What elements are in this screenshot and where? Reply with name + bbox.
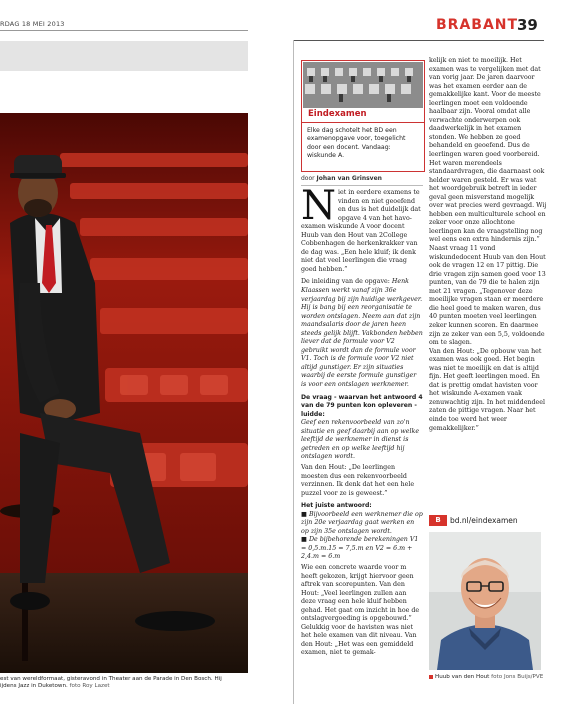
lead-text: iet in eerdere examens te vinden en niet geoefend en dus is het duidelijk dat opgave 4 van het havo-examen wiskunde A voor docent Huub van den Hout van 2College Cobbenhagen de herkenkrakker van de dag was. „Een hele kluif; ik denk niet dat veel leerlingen die vraag goed hebben.”: [301, 189, 421, 273]
intro-paragraph: [301, 278, 423, 389]
page-number: 39: [517, 16, 538, 34]
byline-name: Johan van Grinsven: [316, 175, 382, 182]
photo-caption: [0, 676, 250, 691]
answer-bullet-1: ■ Bijvoorbeeld een werknemer die op zijn 20e verjaardag gaat werken en op zijn 35e ontslagen wordt.: [301, 510, 423, 535]
section-title: BRABANT: [436, 17, 519, 33]
byline-prefix: door: [301, 175, 315, 182]
byline-rule: [301, 185, 423, 186]
article-column-1: [301, 189, 423, 701]
intro-text: Henk Klaassen werkt vanaf zijn 36e verjaardag bij zijn huidige werkgever. Hij is bang bij een reorganisatie te worden ontslagen. Neem aan dat zijn maandsalaris door de jaren heen steeds gelijk blijft. Vakbonden hebben liever dat de formule voor V2 gebruikt wordt dan de formule voor V1. Toch is de formule voor V2 niet altijd gunstiger. Er zijn situaties waarbij de eerste formule gunstiger is voor een ontslagen werknemer.: [301, 278, 423, 389]
eindexamen-divider: [302, 122, 424, 123]
question-lead: De vraag - waarvan het antwoord 4 van de 79 punten kon opleveren - luidde:: [301, 393, 423, 418]
intro-label: De inleiding van de opgave:: [301, 278, 390, 286]
answer-bullet-1-text: Bijvoorbeeld een werknemer die op zijn 20e verjaardag gaat werken en op zijn 35e ontslagen wordt.: [301, 510, 423, 535]
photo-credit: foto Roy Lazet: [69, 683, 110, 690]
portrait-photo: [429, 532, 541, 670]
exam-hall-image: [303, 62, 423, 108]
header-date: RDAG 18 MEI 2013: [0, 20, 65, 28]
dropcap: N: [301, 189, 336, 229]
web-link-bar[interactable]: [429, 515, 547, 527]
web-link[interactable]: bd.nl/eindexamen: [450, 516, 518, 525]
col2-text-2: Naast vraag 11 vond wiskundedocent Huub van den Hout ook de vragen 12 en 17 pittig. Die drie vragen zijn samen goed voor 13 punten, van de 79 die te halen zijn met 21 vragen. „Tegenover deze moeilijke vragen staan er meerdere die heel goed te maken waren, dus 40 punten moeten veel leerlingen zeker kunnen scoren. En daarmee zijn ze zeker van een 5,5, voldoende om te slagen.: [429, 245, 546, 347]
col2-text-3: Van den Hout: „De opbouw van het examen was ook goed. Het begin was niet te moeilijk en dat is altijd fijn. Het geeft leerlingen moed. En dat is prettig omdat havisten voor het wiskunde A-examen vaak zenuwachtig zijn. In het middendeel zaten de pittige vragen. Naar het einde toe werd het weer gemakkelijker.”: [429, 347, 545, 432]
portrait-art: [429, 532, 541, 670]
portrait-caption-name: Huub van den Hout: [435, 674, 490, 680]
grey-banner: [0, 41, 248, 71]
lead-paragraph: [301, 189, 423, 274]
col2-text-1: kelijk en niet te moeilijk. Het examen was te vergelijken met dat van vorig jaar. De jaren daarvoor was het examen eerder aan de gemakkelijke kant. Voor de meeste leerlingen moet een voldoende haalbaar zijn. Vooral omdat alle verwachte onderwerpen ook daadwerkelijk in het examen stonden. We hebben ze goed behandeld en geoefend. Dus de leerlingen waren goed voorbereid. Het waren merendeels standaardvragen, die daarnaast ook helder waren gesteld. Er was wat het woordgebruik betreft in ieder geval geen misverstand mogelijk over wat precies werd gevraagd. Wij hebben een multiculturele school en zeker voor onze allochtone leerlingen kan de vraagstelling nog wel eens een extra hindernis zijn.”: [429, 57, 547, 244]
closing-paragraph: Wie een concrete waarde voor m heeft gekozen, krijgt hiervoor geen aftrek van scorepunten. Van den Hout: „Veel leerlingen zullen aan deze vraag een hele kluif hebben gehad. Het gaat om inzicht in hoe de ontslagvergoeding is opgebouwd.” Gelukkig voor de havisten was niet het hele examen van dit niveau. Van den Hout: „Het was een gemiddeld examen, niet te gemak-: [301, 563, 420, 657]
portrait-caption-credit: foto Jons Buijs/PVE: [491, 674, 544, 680]
eindexamen-intro: Elke dag schotelt het BD een examenopgave voor, toegelicht door een docent. Vandaag: wiskunde A.: [307, 127, 406, 160]
question-paragraph: [301, 394, 423, 420]
concert-photo-art: [0, 113, 248, 673]
photo-caption-line2: [0, 683, 250, 690]
photo-caption-line2-text: ijdens Jazz in Duketown.: [0, 683, 68, 690]
answer-bullet-2-text: De bijbehorende berekeningen V1 = 0,5.m.15 = 7,5.m en V2 = 6.m + 2,4.m = 6.m: [301, 536, 419, 561]
quote-1: Van den Hout: „De leerlingen moesten dus een rekenvoorbeeld verzinnen. Ik denk dat het een hele puzzel voor ze is geweest.”: [301, 463, 415, 497]
eindexamen-label-bar: [302, 108, 424, 121]
caption-square-icon: [429, 675, 433, 679]
bd-logo-icon: B: [429, 515, 447, 526]
header-rule-left: [0, 30, 248, 31]
eindexamen-label: Eindexamen: [308, 109, 367, 119]
byline: [301, 175, 382, 182]
eindexamen-box: [301, 60, 425, 172]
column-rule: [293, 40, 294, 704]
question-text: Geef een rekenvoorbeeld van zo'n situatie en geef daarbij aan op welke leeftijd de werknemer in dienst is getreden en op welke leeftijd hij ontslagen wordt.: [301, 419, 420, 461]
answer-paragraph: [301, 502, 423, 511]
header-rule-right: [294, 40, 544, 41]
portrait-caption: [429, 674, 547, 681]
answer-label: Het juiste antwoord:: [301, 502, 372, 510]
answer-bullet-2: ■ De bijbehorende berekeningen V1 = 0,5.m.15 = 7,5.m en V2 = 6.m + 2,4.m = 6.m: [301, 536, 419, 561]
photo-caption-line1: est van wereldformaat, gisteravond in Theater aan de Parade in Den Bosch. Hij: [0, 676, 222, 682]
article-column-2: [429, 57, 547, 512]
concert-photo: [0, 113, 248, 673]
